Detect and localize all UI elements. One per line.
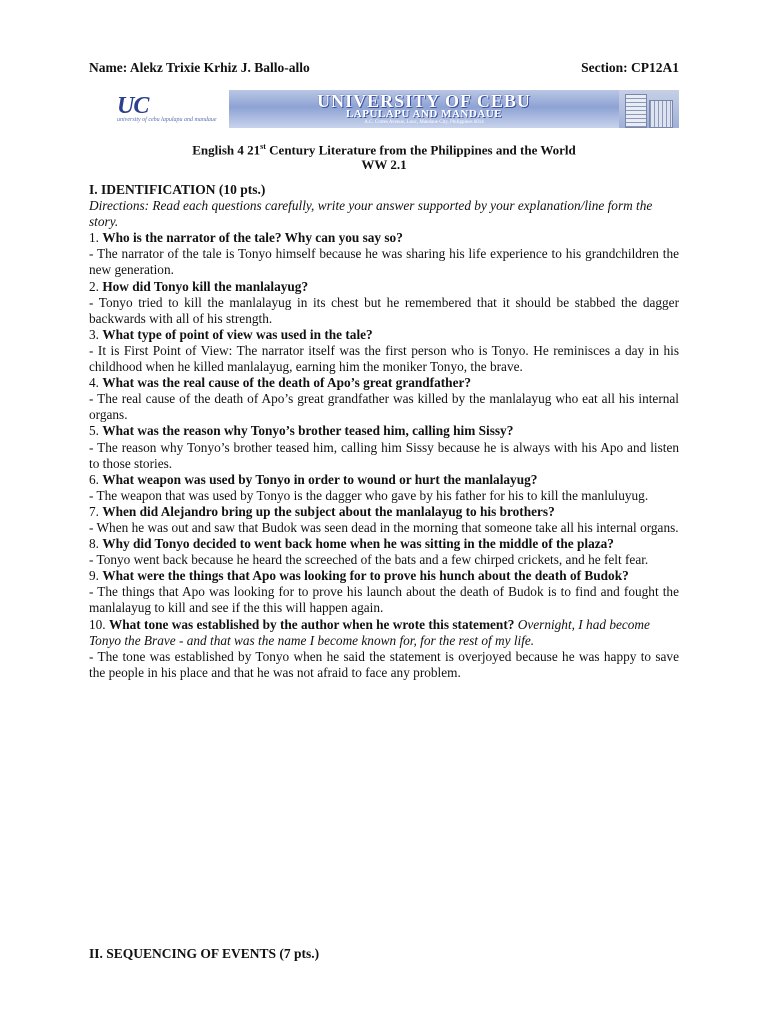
question-number: 2. [89,278,99,294]
question-2 [89,279,679,295]
university-name: UNIVERSITY OF CEBU [317,90,531,111]
student-section: Section: CP12A1 [581,60,679,75]
question-number: 1. [89,230,99,246]
question-5 [89,423,679,439]
question-number: 6. [89,471,99,487]
question-6 [89,472,679,488]
section-heading: I. IDENTIFICATION (10 pts.) [89,182,266,197]
question-text: What was the reason why Tonyo’s brother teased him, calling him Sissy? [102,423,514,439]
question-number: 4. [89,375,99,391]
question-list [89,230,679,681]
question-10 [89,617,679,649]
directions: Directions: Read each questions carefully, write your answer supported by your explanation/line form the story. [89,198,653,230]
answer-4: - The real cause of the death of Apo’s great grandfather was killed by the manlalayug who eat all his internal organs. [89,391,679,423]
banner-band [229,90,619,128]
answer-1: - The narrator of the tale is Tonyo himself because he was sharing his life experience to his grandchildren the new generation. [89,246,679,278]
question-number: 5. [89,423,99,439]
uc-logo: UC university of cebu lapulapu and mandaue [117,93,217,123]
question-text: What was the real cause of the death of Apo’s great grandfather? [102,375,472,391]
campus-name: LAPULAPU AND MANDAUE [345,107,503,120]
building-icon [619,90,679,128]
question-number: 8. [89,536,99,552]
question-text: What weapon was used by Tonyo in order to wound or hurt the manlalayug? [102,471,538,487]
question-4 [89,375,679,391]
answer-9: - The things that Apo was looking for to prove his launch about the death of Budok is to find and fought the manlalayug to kill and see if the this will happen again. [89,584,679,616]
course-title: English 4 21st Century Literature from the Philippines and the World [192,142,576,158]
document-title [89,139,679,172]
question-1 [89,230,679,246]
answer-6: - The weapon that was used by Tonyo is the dagger who gave by his father for his to kill the manluluyug. [89,487,649,503]
question-number: 10. [89,616,106,632]
question-text: Why did Tonyo decided to went back home when he was sitting in the middle of the plaza? [102,536,614,552]
question-3 [89,327,679,343]
answer-3: - It is First Point of View: The narrator itself was the first person who is Tonyo. He reminisces a day in his childhood when he killed manlalayug, earning him the moniker Tonyo, the brave. [89,342,679,375]
question-text: How did Tonyo kill the manlalayug? [102,278,309,294]
answer-10: - The tone was established by Tonyo when he said the statement is overjoyed because he was happy to save the people in his place and that he was not afraid to face any problem. [89,648,679,680]
student-name: Name: Alekz Trixie Krhiz J. Ballo-allo [89,60,310,75]
university-banner [89,90,679,128]
question-number: 7. [89,503,99,519]
question-text: What tone was established by the author when he wrote this statement? [108,616,515,632]
question-number: 9. [89,568,99,584]
campus-address: A.C. Cortes Avenue, Looc, Mandaue City, Philippines 6014 [364,119,484,125]
identification-section [89,182,679,681]
quoted-statement: Overnight, I had become Tonyo the Brave - and that was the name I become known for, for the rest of my life. [89,616,650,648]
question-8 [89,536,679,552]
answer-5: - The reason why Tonyo’s brother teased him, calling him Sissy because he is always with his Apo and listen to those stories. [89,439,679,471]
header-line [89,60,679,76]
question-text: Who is the narrator of the tale? Why can you say so? [102,230,403,246]
question-text: What type of point of view was used in the tale? [102,326,373,342]
answer-8: - Tonyo went back because he heard the screeched of the bats and a few chirped crickets, and he felt fear. [89,552,649,568]
question-text: What were the things that Apo was looking for to prove his hunch about the death of Budok? [102,568,629,584]
answer-7: - When he was out and saw that Budok was seen dead in the morning that someone take all his internal organs. [89,519,679,535]
question-7 [89,504,679,520]
sequencing-heading: II. SEQUENCING OF EVENTS (7 pts.) [89,946,320,961]
question-number: 3. [89,326,99,342]
activity-code: WW 2.1 [361,157,407,173]
question-text: When did Alejandro bring up the subject about the manlalayug to his brothers? [102,503,555,519]
question-9 [89,568,679,584]
answer-2: - Tonyo tried to kill the manlalayug in its chest but he remembered that it should be stabbed the dagger backwards with all of his strength. [89,294,679,326]
